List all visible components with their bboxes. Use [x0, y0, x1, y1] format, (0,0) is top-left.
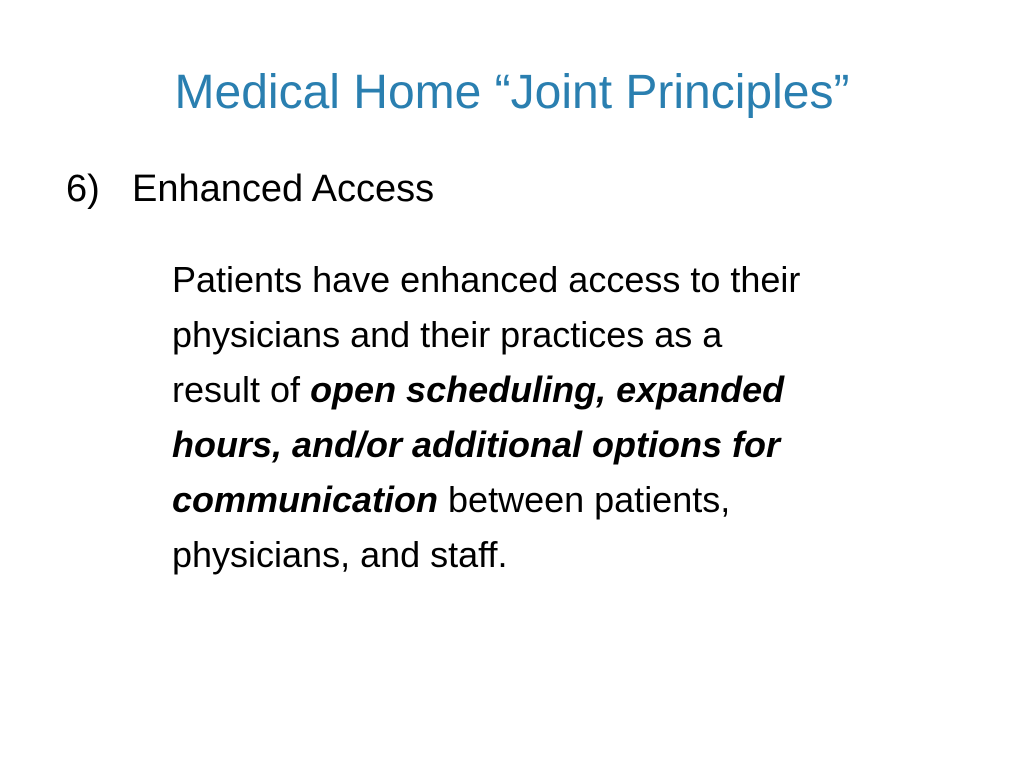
slide-title: Medical Home “Joint Principles”	[174, 66, 850, 119]
paragraph-line	[174, 472, 974, 527]
paragraph-line: Patients have enhanced access to their	[172, 259, 801, 300]
plain-text: between patients,	[438, 479, 731, 520]
body-paragraph	[174, 252, 974, 582]
emphasized-line: hours, and/or additional options for	[172, 424, 780, 465]
paragraph-line	[174, 362, 974, 417]
item-heading: Enhanced Access	[132, 168, 435, 210]
item-number: 6)	[66, 168, 100, 210]
emphasized-text: communication	[172, 479, 439, 520]
plain-text: result of	[172, 369, 311, 410]
emphasized-text: open scheduling, expanded	[310, 369, 785, 410]
paragraph-line: physicians and their practices as a	[172, 314, 723, 355]
numbered-item	[66, 165, 434, 213]
paragraph-line: physicians, and staff.	[172, 534, 508, 575]
